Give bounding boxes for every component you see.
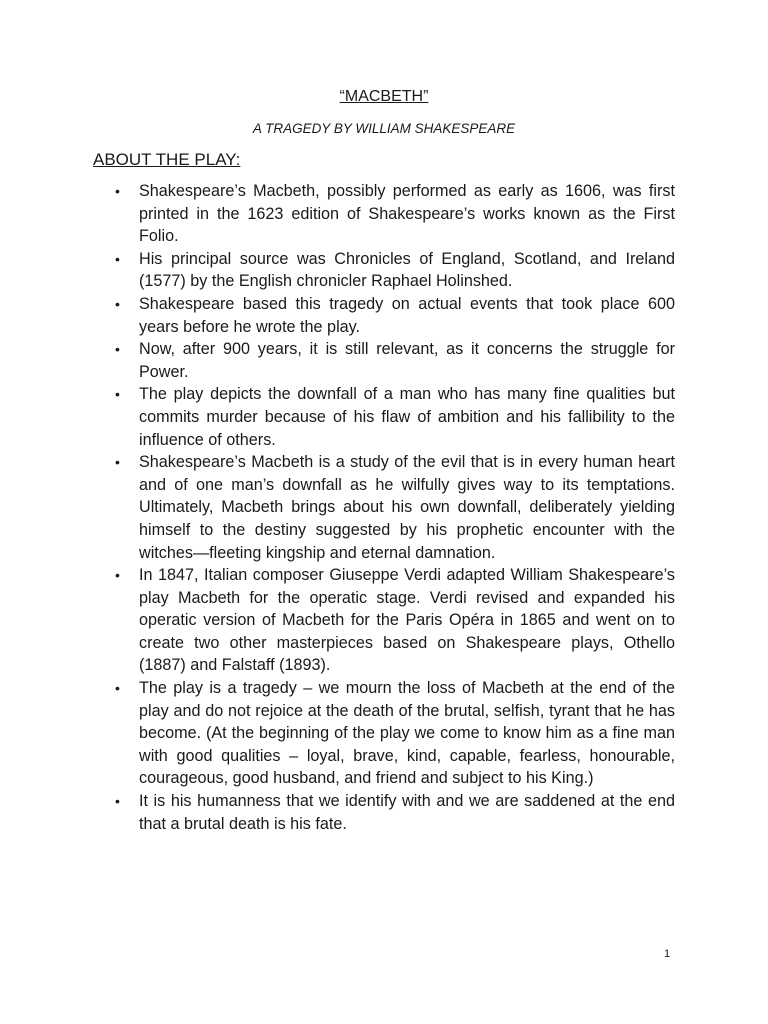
page-number: 1 (664, 948, 671, 960)
bullet-text: Shakespeare’s Macbeth, possibly performed as early as 1606, was first printed in the 1623 edition of Shakespeare’s works known as the First Folio. (139, 182, 675, 246)
bullet-text: In 1847, Italian composer Giuseppe Verdi adapted William Shakespeare’s play Macbeth for the operatic stage. Verdi revised and expanded his operatic version of Macbeth for the Paris Opéra in 1865 and went on to create two other masterpieces based on Shakespeare plays, Othello (1887) and Falstaff (1893). (139, 566, 675, 675)
bullet-dot-icon: • (115, 567, 120, 584)
bullet-item (111, 338, 675, 383)
bullet-text: Shakespeare’s Macbeth is a study of the evil that is in every human heart and of one man’s downfall as he wilfully gives way to its temptations. Ultimately, Macbeth brings about his own downfall, deliberately yielding himself to the destiny suggested by his prophetic encounter with the witches—fleeting kingship and eternal damnation. (139, 453, 675, 562)
section-heading: ABOUT THE PLAY: (93, 150, 241, 169)
bullet-list (111, 180, 675, 835)
bullet-text: Now, after 900 years, it is still relevant, as it concerns the struggle for Power. (139, 340, 675, 381)
bullet-dot-icon: • (115, 295, 120, 312)
document-title: “MACBETH” (339, 88, 429, 105)
bullet-dot-icon: • (115, 793, 120, 810)
bullet-item (111, 677, 675, 790)
bullet-dot-icon: • (115, 386, 120, 403)
bullet-dot-icon: • (115, 341, 120, 358)
bullet-item (111, 790, 675, 835)
bullet-text: The play is a tragedy – we mourn the loss of Macbeth at the end of the play and do not rejoice at the death of the brutal, selfish, tyrant that he has become. (At the beginning of the play we come to know him as a fine man with good qualities – loyal, brave, kind, capable, fearless, honourable, courageous, good husband, and friend and subject to his King.) (139, 679, 675, 788)
document-subtitle: A TRAGEDY BY WILLIAM SHAKESPEARE (252, 121, 516, 136)
bullet-item (111, 248, 675, 293)
bullet-item (111, 180, 675, 248)
bullet-item (111, 451, 675, 564)
bullet-dot-icon: • (115, 183, 120, 199)
bullet-text: His principal source was Chronicles of England, Scotland, and Ireland (1577) by the English chronicler Raphael Holinshed. (139, 249, 675, 291)
bullet-text: It is his humanness that we identify with and we are saddened at the end that a brutal death is his fate. (139, 792, 675, 833)
bullet-item (111, 564, 675, 677)
bullet-dot-icon: • (115, 680, 120, 697)
bullet-text: The play depicts the downfall of a man who has many fine qualities but commits murder because of his flaw of ambition and his fallibility to the influence of others. (139, 385, 675, 449)
bullet-text: Shakespeare based this tragedy on actual events that took place 600 years before he wrote the play. (139, 294, 675, 336)
bullet-dot-icon: • (115, 454, 120, 471)
bullet-item (111, 383, 675, 451)
bullet-item (111, 293, 675, 338)
bullet-dot-icon: • (115, 250, 120, 267)
